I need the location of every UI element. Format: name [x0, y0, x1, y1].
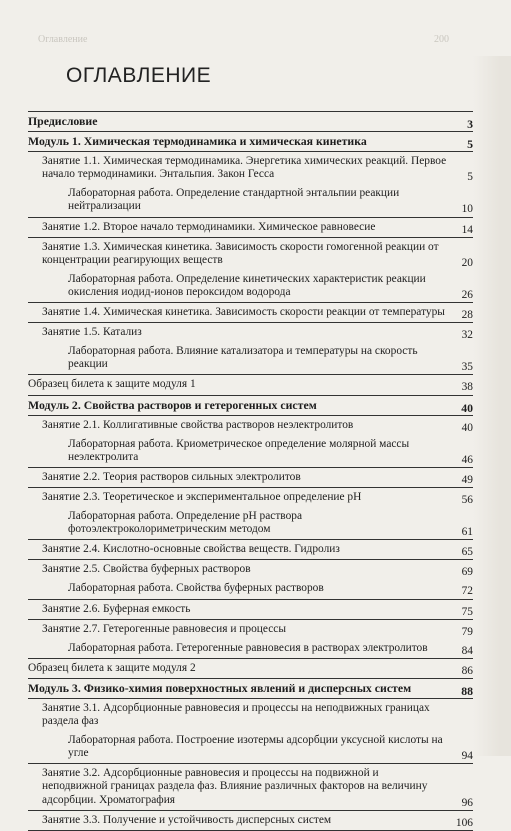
page-title: ОГЛАВЛЕНИЕ [66, 64, 212, 87]
toc-entry-page: 40 [461, 421, 473, 434]
toc-entry[interactable] [28, 435, 473, 467]
toc-entry-title: Занятие 2.4. Кислотно-основные свойства веществ. Гидролиз [42, 543, 340, 556]
toc-entry[interactable] [28, 238, 473, 270]
toc-entry-page: 35 [461, 361, 473, 374]
toc-entry-page: 28 [461, 309, 473, 322]
toc-entry-title: Лабораторная работа. Определение pH раствора фотоэлектроколориметрическим методом [68, 510, 303, 536]
toc-entry[interactable] [28, 375, 473, 394]
toc-entry-title: Лабораторная работа. Влияние катализатора и температуры на скорость реакции [68, 345, 418, 371]
toc-entry-title: Лабораторная работа. Свойства буферных растворов [68, 582, 324, 595]
toc-entry[interactable] [28, 468, 473, 487]
toc-entry-title: Лабораторная работа. Криометрическое определение молярной массы неэлектролита [68, 437, 410, 463]
toc-entry[interactable] [28, 112, 473, 131]
toc-entry[interactable] [28, 811, 473, 830]
toc-entry[interactable] [28, 152, 473, 184]
toc-entry-title: Занятие 1.2. Второе начало термодинамики. Химическое равновесие [42, 220, 376, 233]
toc-entry-page: 49 [461, 473, 473, 486]
toc-entry-title: Модуль 1. Химическая термодинамика и химическая кинетика [28, 134, 367, 149]
toc-entry[interactable] [28, 764, 473, 809]
toc-entry-title: Занятие 3.3. Получение и устойчивость дисперсных систем [42, 813, 332, 826]
running-page-number: 200 [434, 34, 449, 45]
toc-entry[interactable] [28, 416, 473, 435]
toc-entry-page: 32 [461, 329, 473, 342]
toc-entry-title: Занятие 1.5. Катализ [42, 326, 142, 339]
toc-entry[interactable] [28, 507, 473, 539]
toc-entry[interactable] [28, 488, 473, 507]
toc-entry[interactable] [28, 731, 473, 763]
toc-entry-page: 5 [467, 137, 473, 152]
toc-entry-title: Занятие 1.1. Химическая термодинамика. Энергетика химических реакций. Первое начало термодинамики. Энтальпия. Закон Гесса [42, 155, 447, 181]
toc-entry[interactable] [28, 579, 473, 598]
toc-entry-title: Образец билета к защите модуля 1 [28, 378, 196, 391]
toc-entry-title: Занятие 3.1. Адсорбционные равновесия и процессы на неподвижных границах раздела фаз [42, 702, 430, 728]
toc-entry-page: 88 [461, 683, 473, 698]
toc-entry[interactable] [28, 620, 473, 639]
toc-entry-page: 26 [461, 288, 473, 301]
toc-entry-title: Лабораторная работа. Определение кинетических характеристик реакции окисления иодид-ионов пероксидом водорода [68, 272, 426, 298]
toc-entry-page: 46 [461, 453, 473, 466]
toc-entry-page: 56 [461, 493, 473, 506]
toc-entry-page: 38 [461, 381, 473, 394]
toc-entry-title: Занятие 2.7. Гетерогенные равновесия и процессы [42, 622, 286, 635]
toc-entry-title: Лабораторная работа. Построение изотермы адсорбции уксусной кислоты на угле [68, 734, 443, 760]
toc-entry-title: Занятие 2.1. Коллигативные свойства растворов неэлектролитов [42, 418, 354, 431]
toc-entry-page: 84 [461, 644, 473, 657]
toc-entry-page: 69 [461, 566, 473, 579]
toc-entry[interactable] [28, 184, 473, 216]
toc-entry-page: 106 [455, 816, 473, 829]
toc-entry[interactable] [28, 303, 473, 322]
table-of-contents [28, 111, 473, 831]
toc-entry-page: 10 [461, 203, 473, 216]
toc-entry-page: 5 [467, 171, 473, 184]
toc-entry-title: Модуль 3. Физико-химия поверхностных явлений и дисперсных систем [28, 680, 412, 695]
toc-entry[interactable] [28, 659, 473, 678]
facing-page-bleed [473, 56, 511, 756]
toc-entry-title: Модуль 2. Свойства растворов и гетерогенных систем [28, 397, 317, 412]
toc-entry-page: 3 [467, 117, 473, 131]
toc-entry-page: 61 [461, 526, 473, 539]
toc-entry-title: Образец билета к защите модуля 2 [28, 661, 196, 674]
toc-entry-title: Лабораторная работа. Гетерогенные равновесия в растворах электролитов [68, 641, 428, 654]
toc-entry-page: 96 [461, 796, 473, 809]
toc-entry-page: 75 [461, 605, 473, 618]
toc-entry-page: 72 [461, 585, 473, 598]
running-title: Оглавление [38, 34, 88, 45]
toc-entry-title: Занятие 2.3. Теоретическое и экспериментальное определение pH [42, 490, 362, 503]
toc-entry-title: Предисловие [28, 114, 98, 128]
toc-entry[interactable] [28, 342, 473, 374]
toc-entry[interactable] [28, 699, 473, 731]
toc-entry-title: Занятие 1.4. Химическая кинетика. Зависимость скорости реакции от температуры [42, 306, 445, 319]
toc-entry-title: Занятие 2.6. Буферная емкость [42, 602, 191, 615]
toc-entry[interactable] [28, 679, 473, 698]
toc-entry-page: 79 [461, 625, 473, 638]
toc-entry[interactable] [28, 323, 473, 342]
toc-entry-page: 94 [461, 750, 473, 763]
toc-entry-title: Лабораторная работа. Определение стандартной энтальпии реакции нейтрализации [68, 187, 400, 213]
toc-entry-title: Занятие 2.2. Теория растворов сильных электролитов [42, 470, 301, 483]
toc-entry[interactable] [28, 218, 473, 237]
toc-entry[interactable] [28, 132, 473, 151]
toc-entry-page: 86 [461, 664, 473, 677]
toc-entry-title: Занятие 1.3. Химическая кинетика. Зависимость скорости гомогенной реакции от концентрации реагирующих веществ [42, 240, 439, 266]
toc-entry-page: 65 [461, 546, 473, 559]
toc-entry-title: Занятие 2.5. Свойства буферных растворов [42, 563, 251, 576]
toc-entry[interactable] [28, 639, 473, 658]
toc-entry-page: 20 [461, 256, 473, 269]
toc-entry-page: 14 [461, 223, 473, 236]
toc-entry[interactable] [28, 270, 473, 302]
toc-entry-page: 40 [461, 400, 473, 415]
toc-entry[interactable] [28, 396, 473, 415]
running-header [38, 34, 449, 48]
toc-entry[interactable] [28, 540, 473, 559]
toc-entry-title: Занятие 3.2. Адсорбционные равновесия и процессы на подвижной и неподвижной границах раздела фаз. Влияние различных факторов на величину адсорбции. Хроматография [42, 767, 428, 806]
toc-entry[interactable] [28, 560, 473, 579]
toc-entry[interactable] [28, 600, 473, 619]
